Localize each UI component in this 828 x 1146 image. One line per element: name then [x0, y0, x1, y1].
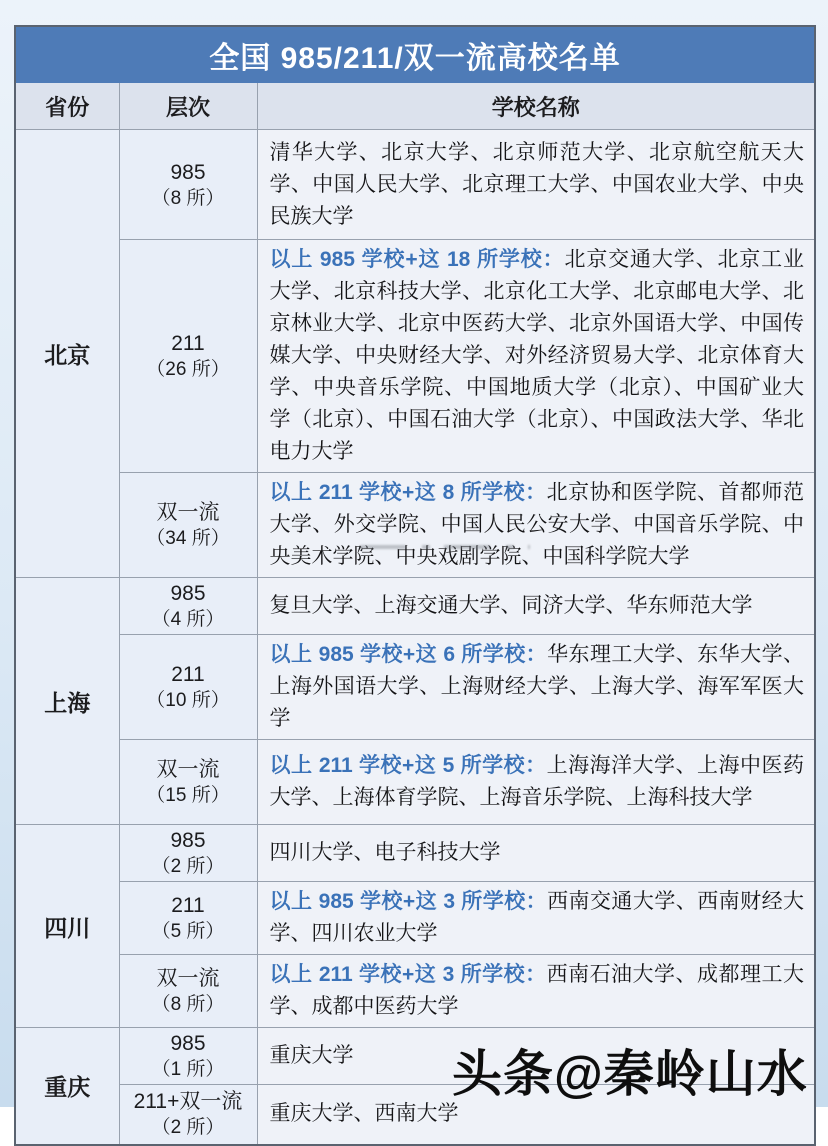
table-row	[15, 130, 815, 240]
level-cell	[119, 578, 257, 635]
level-count: （5 所）	[151, 921, 225, 942]
table-header-row	[15, 83, 815, 130]
table-row	[15, 825, 815, 882]
level-name: 985	[170, 829, 206, 852]
level-name: 985	[170, 582, 206, 605]
schools-list: 西南石油大学、成都理工大学、成都中医药大学	[269, 963, 805, 1018]
header-level: 层次	[119, 83, 257, 130]
header-schools: 学校名称	[257, 83, 815, 130]
level-name: 双一流	[156, 967, 220, 990]
schools-prefix: 以上 211 学校+这 5 所学校：	[269, 754, 547, 777]
schools-list: 复旦大学、上海交通大学、同济大学、华东师范大学	[269, 594, 753, 617]
schools-list: 上海海洋大学、上海中医药大学、上海体育学院、上海音乐学院、上海科技大学	[269, 754, 805, 809]
header-province: 省份	[15, 83, 119, 130]
province-cell-beijing: 北京	[15, 130, 119, 578]
level-count: （10 所）	[146, 690, 230, 711]
level-count: （1 所）	[151, 1059, 225, 1080]
level-count: （15 所）	[146, 785, 230, 806]
schools-prefix: 以上 985 学校+这 3 所学校：	[269, 890, 548, 913]
level-name: 985	[170, 160, 206, 184]
level-count: （2 所）	[151, 856, 225, 877]
schools-list: 华东理工大学、东华大学、上海外国语大学、上海财经大学、上海大学、海军军医大学	[269, 643, 805, 730]
level-name: 211	[171, 663, 205, 686]
schools-list: 四川大学、电子科技大学	[269, 841, 501, 864]
schools-cell	[257, 473, 815, 578]
level-name: 211+双一流	[133, 1090, 243, 1114]
level-name: 双一流	[156, 758, 220, 781]
level-cell	[119, 1028, 257, 1085]
province-cell-sichuan: 四川	[15, 825, 119, 1028]
schools-cell	[257, 130, 815, 240]
schools-prefix: 以上 985 学校+这 18 所学校：	[269, 248, 565, 271]
level-count: （8 所）	[151, 994, 225, 1015]
schools-list: 重庆大学、西南大学	[269, 1102, 459, 1126]
level-cell	[119, 825, 257, 882]
level-cell	[119, 740, 257, 825]
schools-cell	[257, 578, 815, 635]
level-count: （34 所）	[146, 528, 230, 549]
level-cell	[119, 1085, 257, 1145]
level-name: 211	[171, 894, 205, 917]
schools-list: 清华大学、北京大学、北京师范大学、北京航空航天大学、中国人民大学、北京理工大学、中国农业大学、中央民族大学	[269, 140, 805, 228]
level-cell	[119, 473, 257, 578]
province-cell-shanghai: 上海	[15, 578, 119, 825]
level-cell	[119, 130, 257, 240]
schools-list: 重庆大学	[269, 1044, 354, 1067]
level-cell	[119, 955, 257, 1028]
page-title: 全国 985/211/双一流高校名单	[15, 26, 815, 83]
table-row	[15, 882, 815, 955]
table-row	[15, 635, 815, 740]
table-title-row	[15, 26, 815, 83]
table-row	[15, 955, 815, 1028]
schools-list: 北京协和医学院、首都师范大学、外交学院、中国人民公安大学、中国音乐学院、中央美术学院、中央戏剧学院、中国科学院大学	[269, 481, 805, 568]
level-name: 211	[171, 332, 205, 355]
schools-cell	[257, 240, 815, 473]
schools-cell	[257, 825, 815, 882]
schools-prefix: 以上 211 学校+这 8 所学校：	[269, 481, 547, 504]
table-row	[15, 740, 815, 825]
level-count: （2 所）	[151, 1117, 225, 1139]
level-count: （26 所）	[146, 359, 230, 380]
level-name: 985	[170, 1032, 206, 1055]
schools-cell	[257, 882, 815, 955]
table-row	[15, 240, 815, 473]
schools-prefix: 以上 211 学校+这 3 所学校：	[269, 963, 547, 986]
schools-cell	[257, 955, 815, 1028]
level-cell	[119, 635, 257, 740]
schools-prefix: 以上 985 学校+这 6 所学校：	[269, 643, 548, 666]
erased-watermark-smudge	[360, 545, 530, 549]
schools-cell	[257, 635, 815, 740]
level-count: （8 所）	[151, 187, 225, 209]
province-cell-chongqing: 重庆	[15, 1028, 119, 1145]
level-count: （4 所）	[151, 609, 225, 630]
schools-cell	[257, 740, 815, 825]
level-name: 双一流	[156, 501, 220, 524]
schools-list: 西南交通大学、西南财经大学、四川农业大学	[269, 890, 805, 945]
watermark: 头条@秦岭山水	[452, 1046, 808, 1102]
level-cell	[119, 240, 257, 473]
schools-list: 北京交通大学、北京工业大学、北京科技大学、北京化工大学、北京邮电大学、北京林业大学、北京中医药大学、北京外国语大学、中国传媒大学、中央财经大学、对外经济贸易大学、北京体育大学、中央音乐学院、中国地质大学（北京）、中国矿业大学（北京）、中国石油大学（北京）、中国政法大学、华北电力大学	[269, 248, 805, 463]
level-cell	[119, 882, 257, 955]
table-row	[15, 578, 815, 635]
table-row	[15, 473, 815, 578]
university-table	[14, 25, 816, 1146]
